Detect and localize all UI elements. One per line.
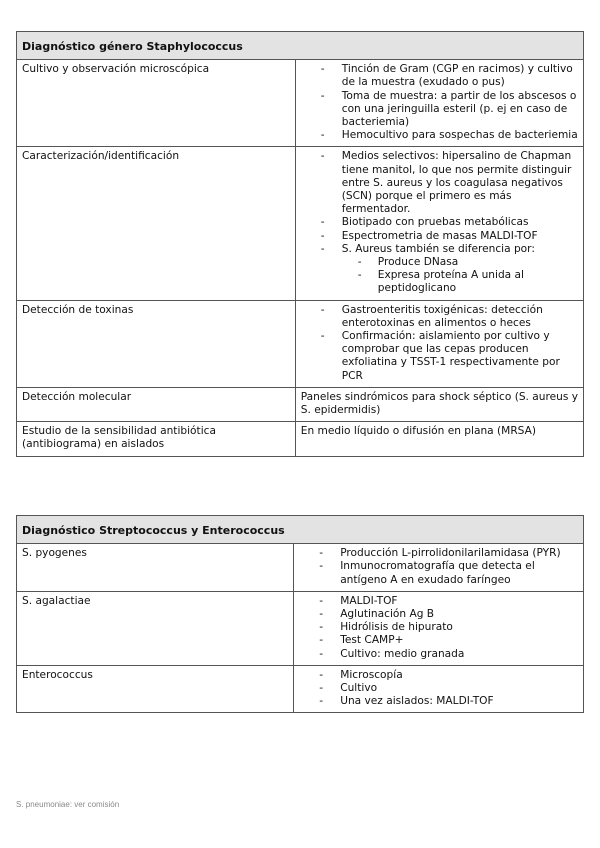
row-label: S. agalactiae (17, 591, 294, 665)
list-item (301, 129, 579, 142)
item-text: Aglutinación Ag B (340, 608, 435, 621)
streptococcus-enterococcus-table (16, 515, 584, 713)
item-text: Cultivo (340, 682, 378, 695)
item-text: MALDI-TOF (340, 594, 398, 607)
row-content: Paneles sindrómicos para shock séptico (S. aureus y S. epidermidis) (295, 387, 583, 421)
list-item (299, 547, 579, 560)
item-text: Test CAMP+ (340, 634, 404, 647)
list-item (299, 560, 579, 586)
item-text: Toma de muestra: a partir de los abscesos o con una jeringuilla esteril (p. ej en caso de bacteriemia) (341, 89, 577, 129)
bullet-list (299, 669, 579, 709)
bullet-list (301, 304, 579, 383)
table-row (17, 387, 584, 421)
bullet-dash: - (320, 216, 325, 229)
list-item (299, 595, 579, 608)
list-item (301, 216, 579, 229)
row-label: Enterococcus (17, 665, 294, 713)
row-label: Estudio de la sensibilidad antibiótica (antibiograma) en aislados (17, 422, 296, 456)
list-item (299, 608, 579, 621)
item-text: Cultivo: medio granada (340, 647, 465, 660)
item-text: Confirmación: aislamiento por cultivo y comprobar que las cepas producen exfoliatina y TSST-1 respectivamente por PCR (341, 330, 560, 382)
bullet-dash: - (320, 303, 325, 316)
bullet-dash: - (319, 594, 324, 607)
row-label: Caracterización/identificación (17, 147, 296, 300)
item-text: Espectrometria de masas MALDI-TOF (341, 229, 538, 242)
bullet-dash: - (319, 695, 324, 708)
bullet-list (301, 150, 579, 295)
sub-list-item (342, 269, 579, 295)
item-text: Gastroenteritis toxigénicas: detección enterotoxinas en alimentos o heces (341, 303, 543, 329)
table-row (17, 300, 584, 387)
bullet-dash: - (319, 682, 324, 695)
list-item (299, 669, 579, 682)
list-item (301, 243, 579, 296)
row-content (294, 591, 584, 665)
row-content (295, 147, 583, 300)
list-item (301, 150, 579, 216)
bullet-dash: - (319, 634, 324, 647)
bullet-dash: - (319, 560, 324, 573)
item-text: Hidrólisis de hipurato (340, 621, 453, 634)
row-content (294, 665, 584, 713)
row-content (295, 60, 583, 147)
table-title: Diagnóstico Streptococcus y Enterococcus (17, 516, 584, 544)
table-row (17, 422, 584, 456)
bullet-dash: - (357, 269, 362, 282)
bullet-dash: - (320, 129, 325, 142)
list-item (299, 682, 579, 695)
list-item (301, 90, 579, 130)
row-label: Cultivo y observación microscópica (17, 60, 296, 147)
sub-list-item (342, 256, 579, 269)
row-content: En medio líquido o difusión en plana (MRSA) (295, 422, 583, 456)
table-row (17, 544, 584, 592)
item-text: Produce DNasa (377, 256, 459, 269)
bullet-dash: - (320, 229, 325, 242)
list-item (301, 330, 579, 383)
bullet-dash: - (320, 150, 325, 163)
row-label: Detección molecular (17, 387, 296, 421)
item-text: Hemocultivo para sospechas de bacteriemia (341, 129, 578, 142)
bullet-dash: - (319, 668, 324, 681)
list-item (299, 648, 579, 661)
bullet-dash: - (319, 608, 324, 621)
item-text: Producción L-pirrolidonilarilamidasa (PYR) (340, 547, 561, 560)
item-text: Una vez aislados: MALDI-TOF (340, 695, 494, 708)
row-label: S. pyogenes (17, 544, 294, 592)
bullet-dash: - (320, 89, 325, 102)
table-row (17, 591, 584, 665)
bullet-list (299, 595, 579, 661)
staphylococcus-table (16, 31, 584, 457)
table-row (17, 147, 584, 300)
row-content (295, 300, 583, 387)
table-title: Diagnóstico género Staphylococcus (17, 32, 584, 60)
bullet-dash: - (320, 330, 325, 343)
bullet-dash: - (320, 63, 325, 76)
list-item (301, 230, 579, 243)
bullet-dash: - (319, 547, 324, 560)
bullet-list (299, 547, 579, 587)
item-text: Microscopía (340, 668, 403, 681)
table-row (17, 665, 584, 713)
list-item (299, 695, 579, 708)
table-row (17, 60, 584, 147)
list-item (301, 304, 579, 330)
item-text: Medios selectivos: hipersalino de Chapman tiene manitol, lo que nos permite distinguir entre S. aureus y los coagulasa negativos (SCN) porque el primero es más fermentador. (341, 150, 572, 216)
list-item (299, 621, 579, 634)
bullet-dash: - (319, 647, 324, 660)
row-label: Detección de toxinas (17, 300, 296, 387)
sub-bullet-list (342, 256, 579, 296)
item-text: Biotipado con pruebas metabólicas (341, 216, 529, 229)
bullet-dash: - (320, 242, 325, 255)
item-text: Tinción de Gram (CGP en racimos) y cultivo de la muestra (exudado o pus) (341, 63, 573, 89)
bullet-dash: - (357, 256, 362, 269)
item-text: S. Aureus también se diferencia por: (341, 242, 535, 255)
list-item (299, 634, 579, 647)
item-text: Inmunocromatografía que detecta el antígeno A en exudado faríngeo (340, 560, 535, 586)
footer-note: S. pneumoniae: ver comisión (16, 800, 120, 809)
bullet-list (301, 63, 579, 142)
row-content (294, 544, 584, 592)
list-item (301, 63, 579, 89)
bullet-dash: - (319, 621, 324, 634)
item-text: Expresa proteína A unida al peptidoglicano (377, 269, 524, 295)
